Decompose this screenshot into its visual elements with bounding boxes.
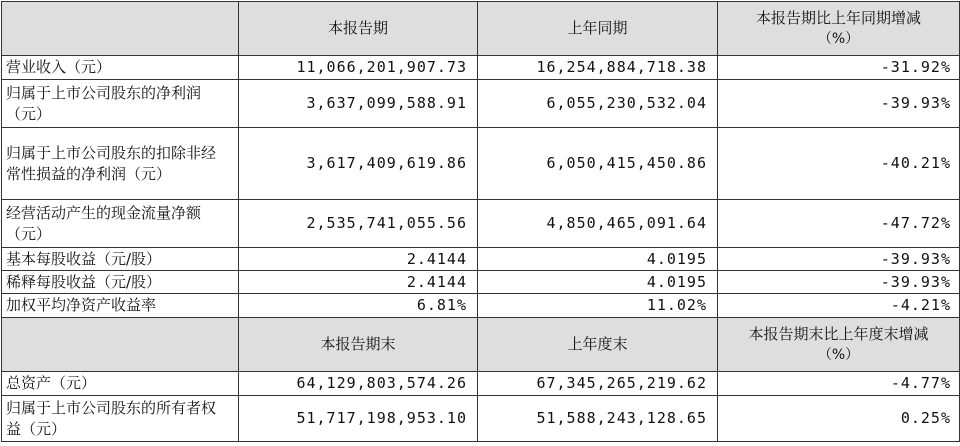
table-row: [2, 128, 960, 200]
change-value: 0.25%: [718, 396, 960, 442]
current-value: 2,535,741,055.56: [239, 200, 478, 248]
financial-summary-table: [1, 1, 960, 442]
header-change-label: 本报告期比上年同期增减: [755, 8, 921, 27]
table-row: [2, 294, 960, 318]
row-label: 经营活动产生的现金流量净额（元）: [2, 200, 239, 248]
header-change-unit: （%）: [817, 30, 860, 47]
header-change-percent: [718, 2, 960, 56]
header-change-label: 本报告期末比上年度末增减: [748, 324, 929, 343]
header-change-unit: （%）: [817, 346, 860, 363]
row-label: 归属于上市公司股东的扣除非经常性损益的净利润（元）: [2, 128, 239, 200]
current-value: 3,637,099,588.91: [239, 80, 478, 128]
current-value: 64,129,803,574.26: [239, 372, 478, 396]
current-value: 2.4144: [239, 248, 478, 271]
header-blank-cell: [2, 318, 239, 372]
row-label: 归属于上市公司股东的所有者权益（元）: [2, 396, 239, 442]
prior-value: 4.0195: [478, 248, 718, 271]
prior-value: 67,345,265,219.62: [478, 372, 718, 396]
header-row-period: [2, 2, 960, 56]
prior-value: 4,850,465,091.64: [478, 200, 718, 248]
prior-value: 4.0195: [478, 271, 718, 294]
header-prior-year-period: 上年同期: [478, 2, 718, 56]
row-label: 稀释每股收益（元/股）: [2, 271, 239, 294]
table-row: [2, 200, 960, 248]
table-row: [2, 271, 960, 294]
header-blank-cell: [2, 2, 239, 56]
current-value: 3,617,409,619.86: [239, 128, 478, 200]
prior-value: 11.02%: [478, 294, 718, 318]
prior-value: 6,055,230,532.04: [478, 80, 718, 128]
table-row: [2, 248, 960, 271]
table-row: [2, 80, 960, 128]
header-prior-year-end: 上年度末: [478, 318, 718, 372]
row-label: 归属于上市公司股东的净利润（元）: [2, 80, 239, 128]
header-row-period-end: [2, 318, 960, 372]
change-value: -39.93%: [718, 271, 960, 294]
row-label: 总资产（元）: [2, 372, 239, 396]
current-value: 11,066,201,907.73: [239, 56, 478, 80]
row-label: 基本每股收益（元/股）: [2, 248, 239, 271]
table-row: [2, 56, 960, 80]
current-value: 51,717,198,953.10: [239, 396, 478, 442]
table-row: [2, 396, 960, 442]
change-value: -4.21%: [718, 294, 960, 318]
change-value: -39.93%: [718, 248, 960, 271]
current-value: 2.4144: [239, 271, 478, 294]
change-value: -31.92%: [718, 56, 960, 80]
header-current-period: 本报告期: [239, 2, 478, 56]
row-label: 营业收入（元）: [2, 56, 239, 80]
header-current-period-end: 本报告期末: [239, 318, 478, 372]
table-row: [2, 372, 960, 396]
prior-value: 16,254,884,718.38: [478, 56, 718, 80]
change-value: -47.72%: [718, 200, 960, 248]
header-change-percent: [718, 318, 960, 372]
row-label: 加权平均净资产收益率: [2, 294, 239, 318]
change-value: -39.93%: [718, 80, 960, 128]
prior-value: 6,050,415,450.86: [478, 128, 718, 200]
current-value: 6.81%: [239, 294, 478, 318]
prior-value: 51,588,243,128.65: [478, 396, 718, 442]
change-value: -4.77%: [718, 372, 960, 396]
change-value: -40.21%: [718, 128, 960, 200]
